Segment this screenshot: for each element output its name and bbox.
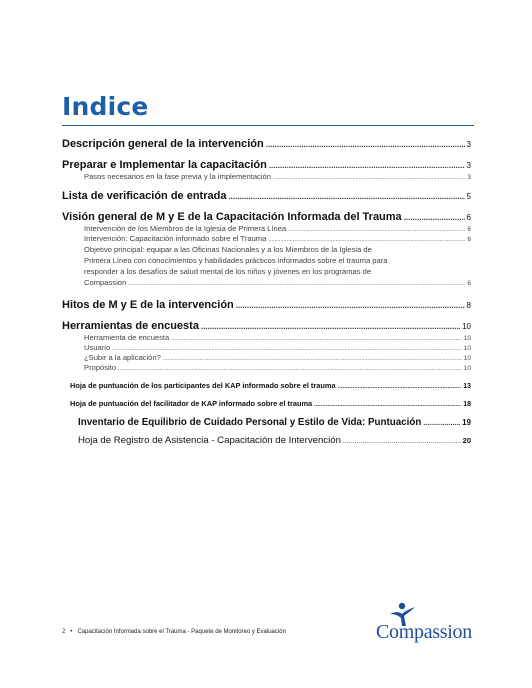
toc-label: Visión general de M y E de la Capacitación Informada del Trauma <box>62 211 402 223</box>
toc-label: Inventario de Equilibrio de Cuidado Personal y Estilo de Vida: Puntuación <box>78 417 422 428</box>
toc-page: 18 <box>463 401 471 408</box>
toc-leader <box>338 384 462 390</box>
toc-label: Herramienta de encuesta <box>84 333 170 342</box>
toc-label: ¿Subir a la aplicación? <box>84 353 161 362</box>
toc-entry-facilitator-sheet[interactable] <box>62 399 471 408</box>
toc-page: 6 <box>466 213 471 222</box>
toc-entry-overview[interactable] <box>62 138 471 150</box>
toc-entry-user[interactable] <box>62 343 471 352</box>
page-footer <box>62 629 286 635</box>
toc-leader <box>314 402 461 408</box>
toc-leader <box>228 192 464 201</box>
toc-page: 5 <box>466 192 471 201</box>
toc-label: Propósito <box>84 363 117 372</box>
toc-page: 10 <box>463 345 471 352</box>
toc-leader <box>171 336 461 342</box>
toc-entry-prepare[interactable] <box>62 159 471 171</box>
toc-leader <box>343 438 461 445</box>
page-number: 2 <box>62 629 66 635</box>
toc-label: Descripción general de la intervención <box>62 138 264 150</box>
toc-entry-attendance[interactable] <box>62 435 471 446</box>
toc-page: 6 <box>467 236 471 243</box>
toc-page: 10 <box>463 335 471 342</box>
toc-entry-me-objective[interactable] <box>62 244 471 290</box>
toc-label-line: responder a los desafíos de salud mental de los niños y jóvenes en los programas de <box>84 267 372 276</box>
toc-entry-survey-tool[interactable] <box>62 333 471 342</box>
compassion-logo <box>376 601 476 647</box>
toc-leader <box>118 366 462 372</box>
toc-leader <box>268 237 465 243</box>
toc-label: Preparar e Implementar la capacitación <box>62 159 267 171</box>
toc-label-line: Primera Línea con conocimientos y habilidades prácticos informados sobre el trauma para <box>84 256 388 265</box>
toc-label: Hoja de Registro de Asistencia - Capacitación de Intervención <box>78 435 341 446</box>
toc-page: 3 <box>467 174 471 181</box>
title-divider <box>62 125 474 126</box>
toc-leader <box>273 175 465 181</box>
toc-label-line: Objetivo principal: equipar a las Oficinas Nacionales y a los Miembros de la Iglesia de <box>84 245 372 254</box>
toc-entry-participants-sheet[interactable] <box>62 381 471 390</box>
toc-entry-me-sub2[interactable] <box>62 234 471 243</box>
toc-page: 6 <box>467 280 471 287</box>
toc-label: Hoja de puntuación de los participantes del KAP informado sobre el trauma <box>70 381 336 390</box>
toc-page: 3 <box>466 140 471 149</box>
toc-entry-me-overview[interactable] <box>62 211 471 223</box>
toc-page: 10 <box>463 355 471 362</box>
toc-entry-me-sub1[interactable] <box>62 224 471 233</box>
toc-entry-purpose[interactable] <box>62 363 471 372</box>
toc-entry-milestones[interactable] <box>62 299 471 311</box>
logo-wordmark: Compassion <box>376 621 472 643</box>
toc-leader <box>201 322 460 331</box>
toc-entry-upload[interactable] <box>62 353 471 362</box>
toc-leader <box>128 279 465 290</box>
toc-page: 13 <box>463 383 471 390</box>
toc-label: Pasos necesarios en la fase previa y la implementación <box>84 172 271 181</box>
toc-leader <box>266 140 465 149</box>
toc-page: 6 <box>467 226 471 233</box>
toc-label: Intervención: Capacitación informado sobre el Trauma <box>84 234 267 243</box>
toc-leader <box>236 301 465 310</box>
toc-page: 10 <box>463 365 471 372</box>
toc-label: Usuario <box>84 343 111 352</box>
toc-entry-survey-tools[interactable] <box>62 320 471 332</box>
toc-leader <box>288 227 465 233</box>
toc-page: 19 <box>462 418 471 427</box>
toc-label: Hitos de M y E de la intervención <box>62 299 234 311</box>
toc-entry-entry-checklist[interactable] <box>62 190 471 202</box>
toc-page: 20 <box>462 436 471 445</box>
toc-label: Herramientas de encuesta <box>62 320 199 332</box>
toc-leader <box>423 420 460 427</box>
toc-entry-selfcare-inventory[interactable] <box>62 417 471 428</box>
toc-label-line: Compassion <box>84 278 127 287</box>
toc-label: Intervención de los Miembros de la Iglesia de Primera Línea <box>84 224 287 233</box>
footer-bullet: • <box>70 629 73 635</box>
toc-label: Hoja de puntuación del facilitador de KAP informado sobre el trauma <box>70 399 313 408</box>
toc-label: Lista de verificación de entrada <box>62 190 227 202</box>
toc-page: 10 <box>462 322 471 331</box>
toc-leader <box>269 161 465 170</box>
toc-page: 8 <box>466 301 471 310</box>
footer-document-title: Capacitación Informada sobre el Trauma - Paquete de Monitoreo y Evaluación <box>77 629 286 635</box>
toc-leader <box>404 213 465 222</box>
toc-leader <box>112 346 462 352</box>
toc-entry-prepare-steps[interactable] <box>62 172 471 181</box>
toc-page: 3 <box>466 161 471 170</box>
page-title: Indice <box>62 92 149 121</box>
toc-leader <box>163 356 462 362</box>
table-of-contents <box>62 131 471 446</box>
